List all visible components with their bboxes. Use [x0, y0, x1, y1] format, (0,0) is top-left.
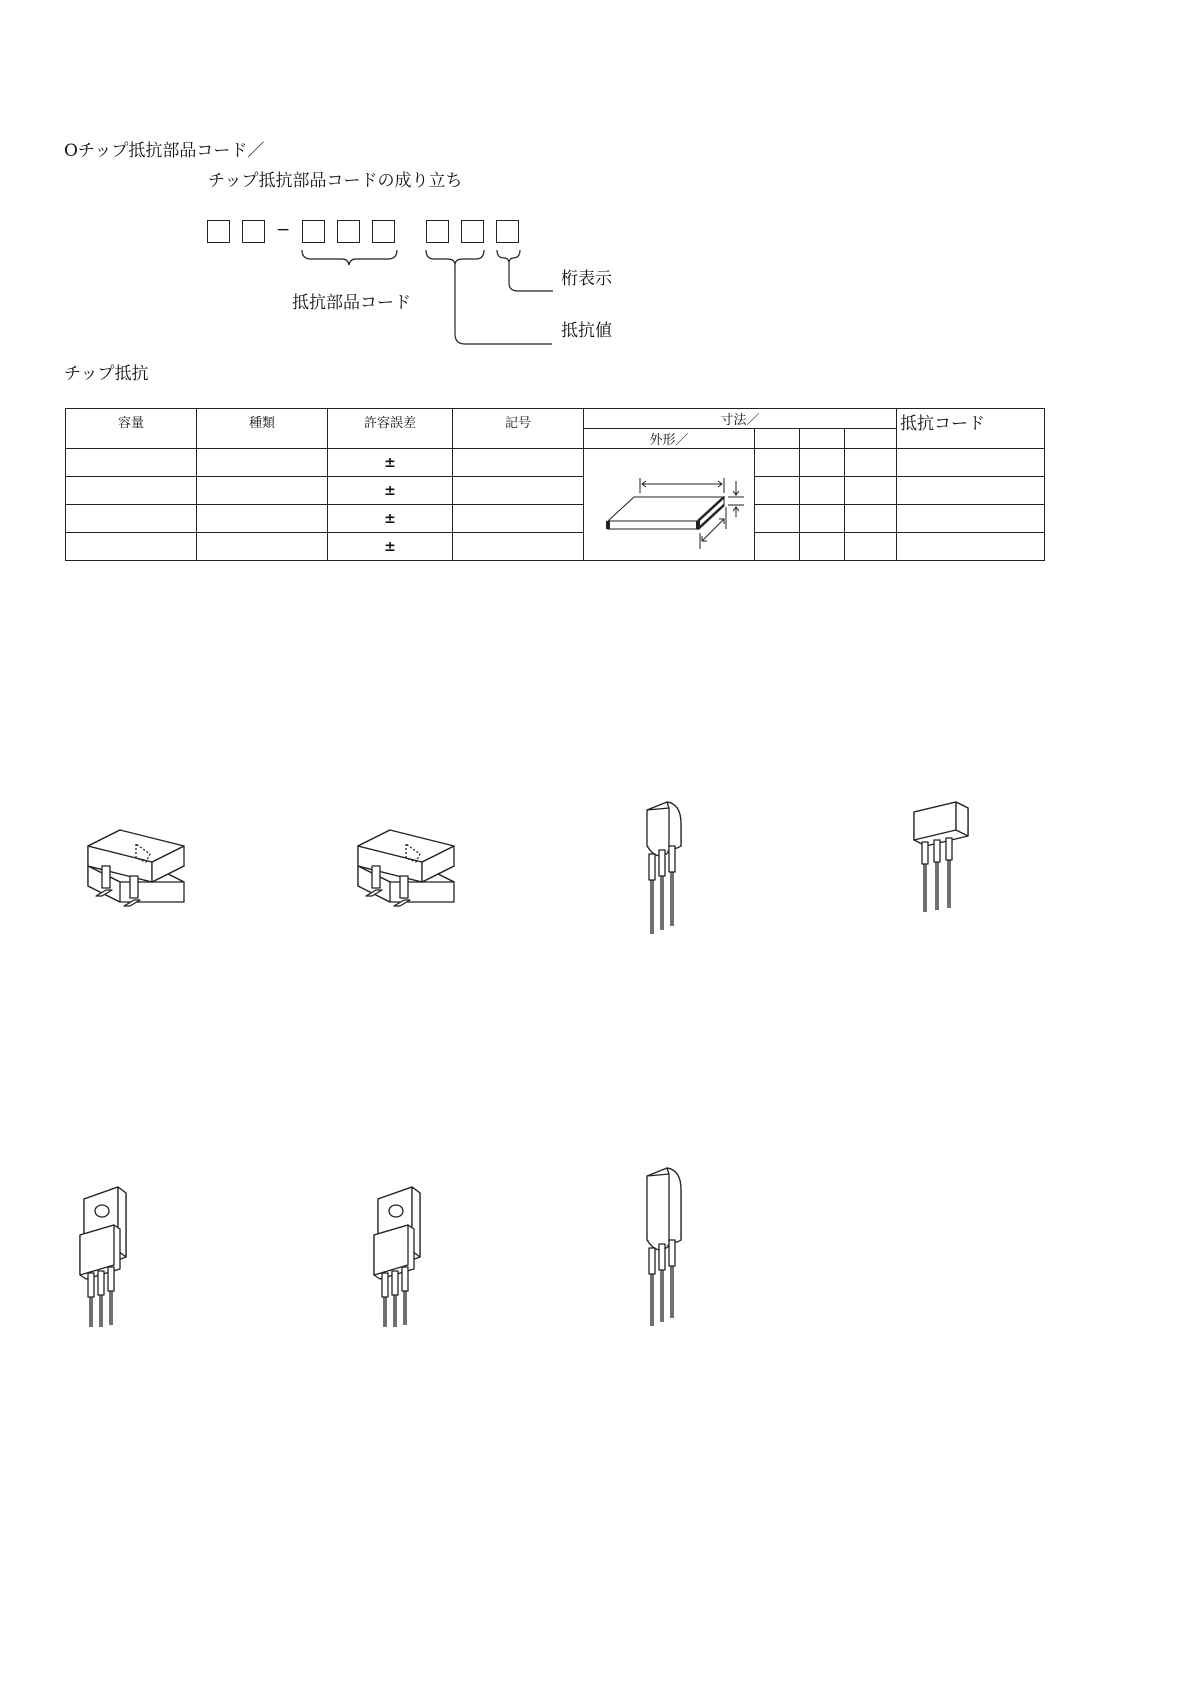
outline-cell	[584, 449, 755, 561]
table-row	[66, 449, 1045, 477]
digit-label: 桁表示	[561, 269, 612, 289]
cell-dim-2	[800, 477, 845, 505]
cell-dim-1	[755, 505, 800, 533]
value-label: 抵抗値	[561, 321, 612, 341]
cell-dim-1	[755, 533, 800, 561]
cell-symbol	[453, 449, 584, 477]
cell-dim-2	[800, 449, 845, 477]
header-symbol: 記号	[453, 409, 584, 449]
to220-transistor-icon	[80, 1187, 136, 1337]
header-dim-2	[800, 429, 845, 449]
header-tolerance: 許容誤差	[328, 409, 453, 449]
cell-tolerance: ±	[328, 449, 453, 477]
section-subheading: チップ抵抗部品コードの成り立ち	[208, 171, 463, 191]
header-dimensions: 寸法／	[584, 409, 897, 429]
cell-capacity	[66, 505, 197, 533]
cell-dim-1	[755, 477, 800, 505]
to92-transistor-icon	[637, 794, 697, 944]
table-row	[66, 533, 1045, 561]
cell-capacity	[66, 449, 197, 477]
to220-transistor-icon	[374, 1187, 430, 1337]
cell-tolerance: ±	[328, 505, 453, 533]
to92-long-transistor-icon	[637, 1160, 697, 1330]
table-row	[66, 477, 1045, 505]
table-row	[66, 505, 1045, 533]
cell-dim-2	[800, 505, 845, 533]
cell-tolerance: ±	[328, 533, 453, 561]
cell-dim-1	[755, 449, 800, 477]
cell-capacity	[66, 533, 197, 561]
cell-type	[197, 449, 328, 477]
cell-dim-3	[845, 449, 897, 477]
header-outline: 外形／	[584, 429, 755, 449]
chip-resistor-outline-drawing	[584, 449, 755, 561]
cell-type	[197, 533, 328, 561]
cell-symbol	[453, 505, 584, 533]
cell-dim-3	[845, 477, 897, 505]
sot23-chip-icon	[358, 822, 468, 922]
cell-resistor-code	[897, 477, 1045, 505]
sot23-chip-icon	[88, 822, 198, 922]
header-type: 種類	[197, 409, 328, 449]
cell-resistor-code	[897, 505, 1045, 533]
cell-dim-2	[800, 533, 845, 561]
cell-resistor-code	[897, 449, 1045, 477]
cell-resistor-code	[897, 533, 1045, 561]
cell-dim-3	[845, 505, 897, 533]
cell-capacity	[66, 477, 197, 505]
cell-symbol	[453, 533, 584, 561]
table-title: チップ抵抗	[64, 364, 149, 384]
cell-dim-3	[845, 533, 897, 561]
cell-symbol	[453, 477, 584, 505]
cell-type	[197, 477, 328, 505]
header-dim-3	[845, 429, 897, 449]
code-dash: −	[276, 220, 291, 240]
header-resistor-code: 抵抗コード	[897, 409, 1045, 449]
cell-tolerance: ±	[328, 477, 453, 505]
part-code-label: 抵抗部品コード	[292, 293, 411, 313]
section-heading: Oチップ抵抗部品コード／	[64, 141, 265, 161]
chip-resistor-table	[65, 408, 1045, 561]
cell-type	[197, 505, 328, 533]
to92-flat-transistor-icon	[910, 794, 980, 924]
header-dim-1	[755, 429, 800, 449]
header-capacity: 容量	[66, 409, 197, 449]
